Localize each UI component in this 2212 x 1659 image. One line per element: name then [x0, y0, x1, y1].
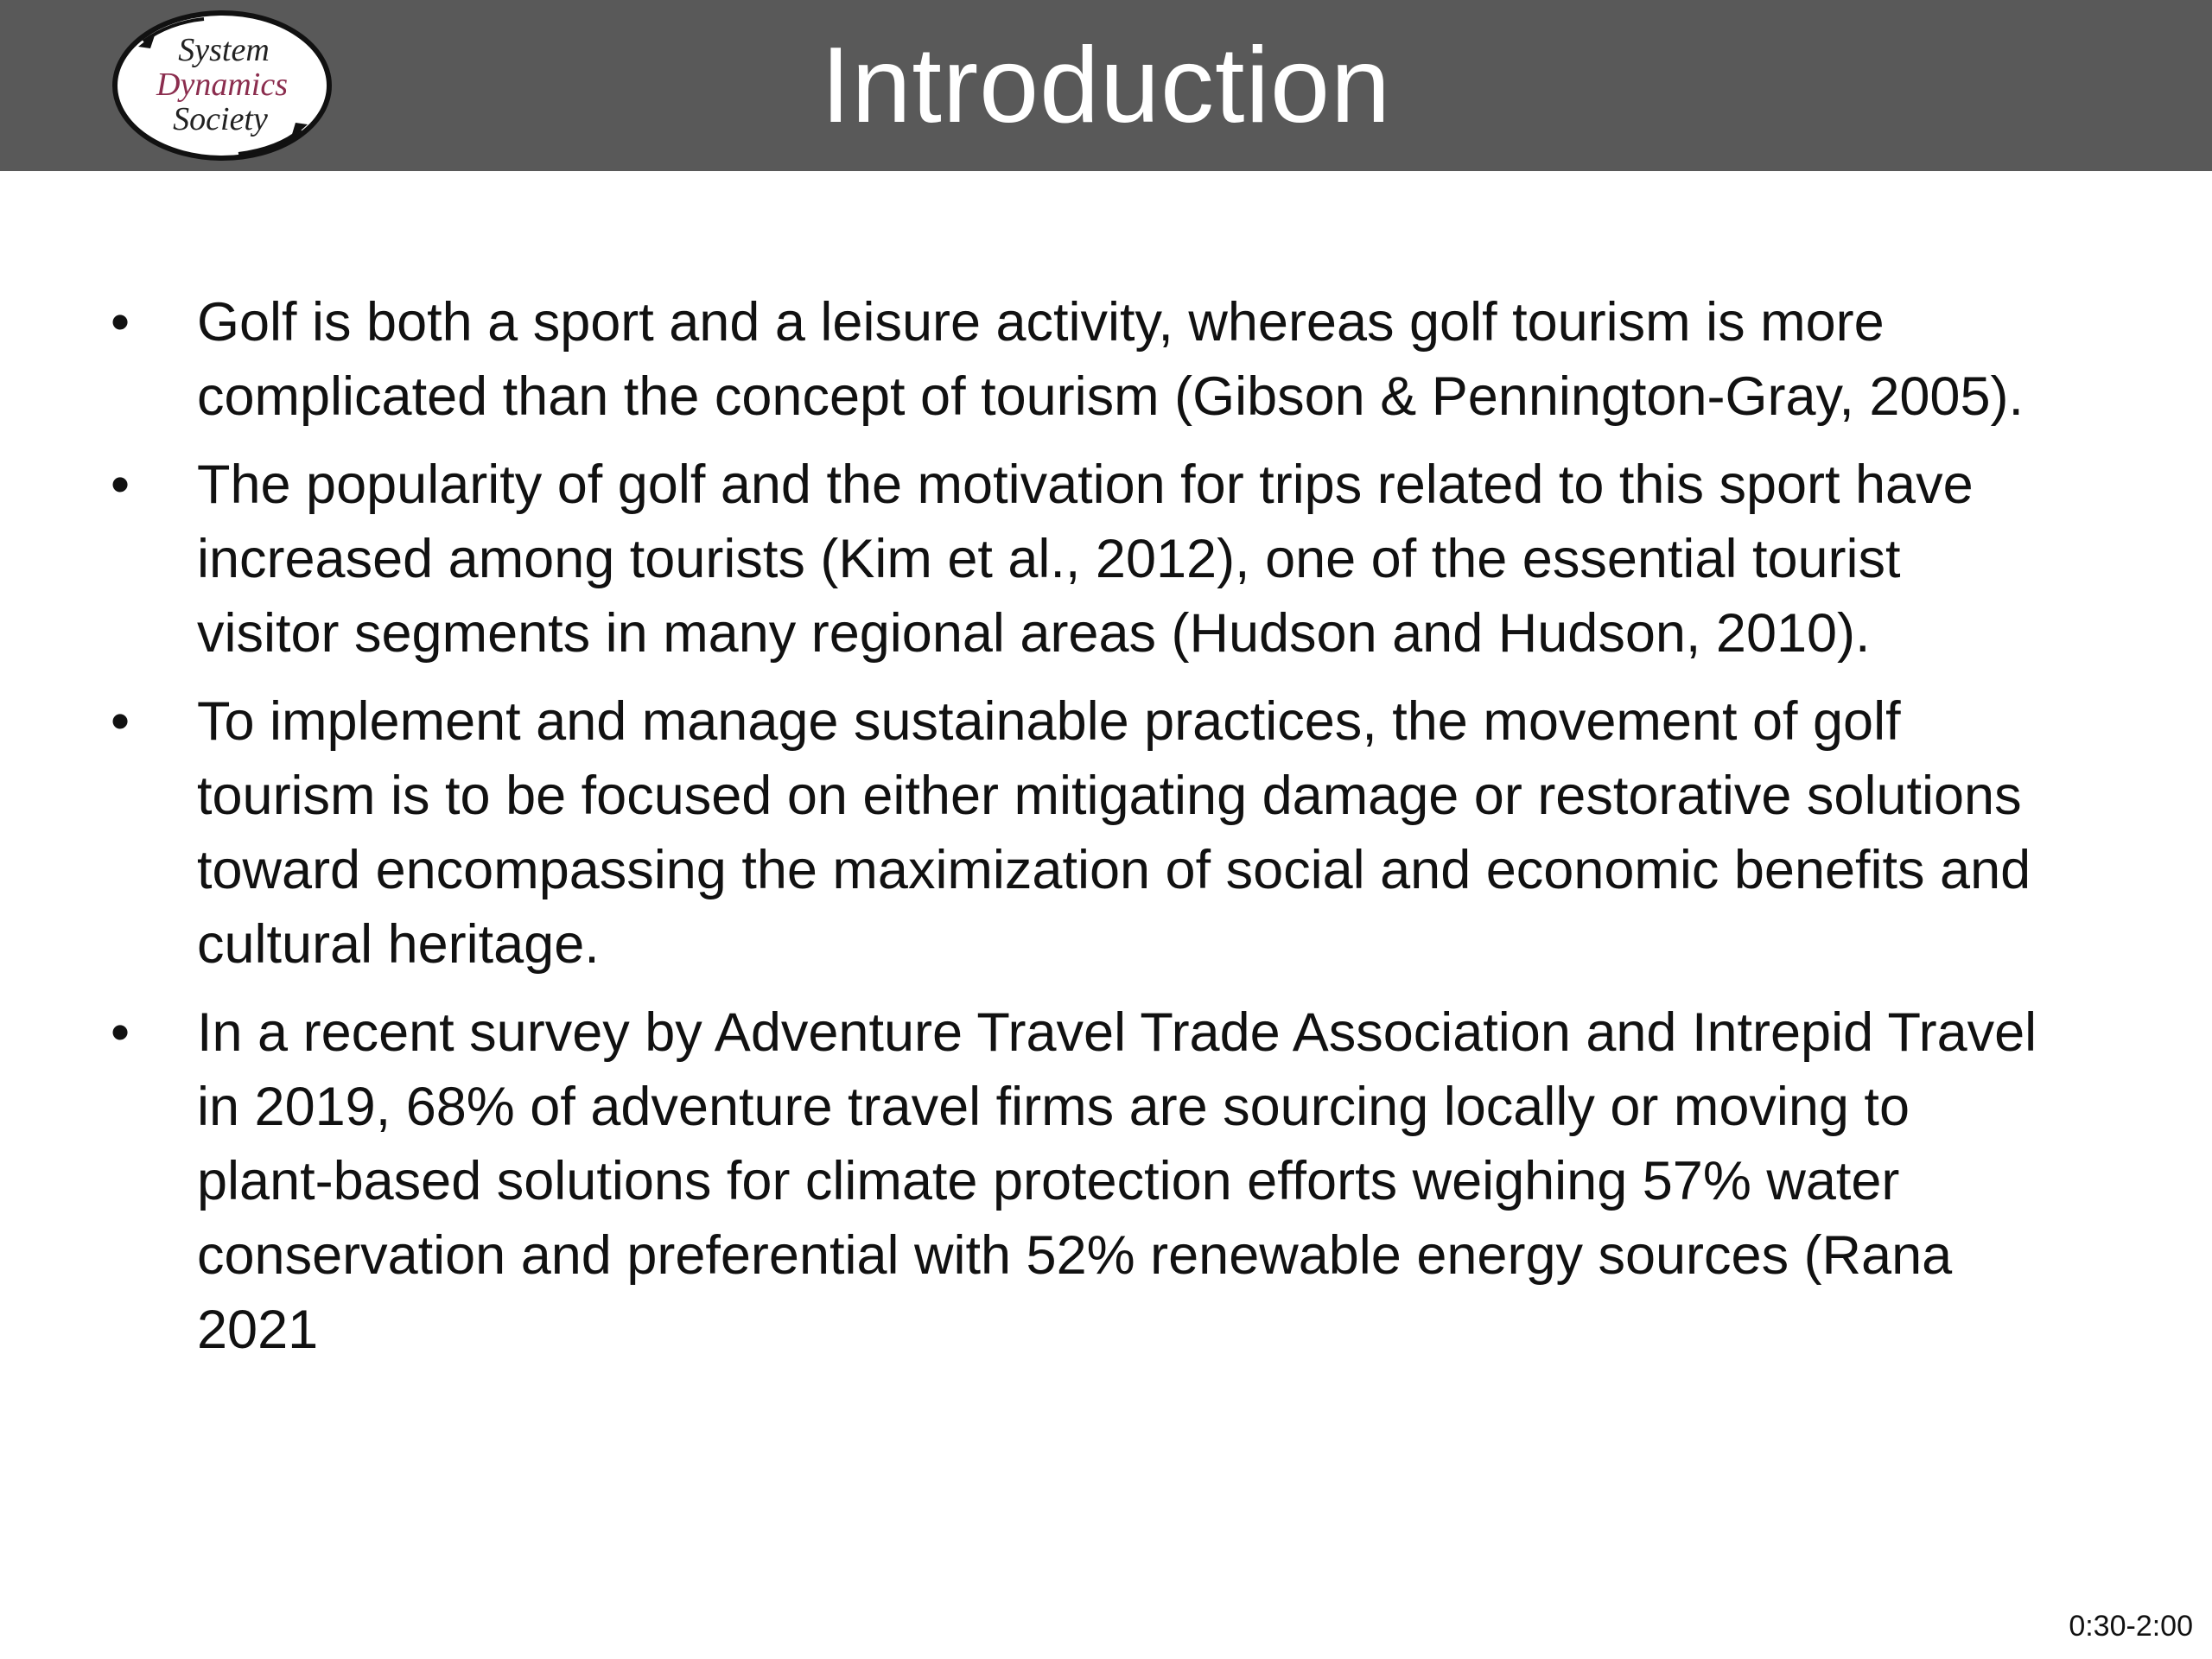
- logo-text-society: Society: [173, 101, 268, 137]
- bullet-text: The popularity of golf and the motivation for trips related to this sport have increased among tourists (Kim et al., 2012), one of the essential tourist visitor segments in many regional areas (Hudson and Hudson, 2010).: [197, 454, 1974, 664]
- bullet-item: [0, 448, 2037, 671]
- timecode-label: 0:30-2:00: [2069, 1610, 2193, 1643]
- slide-header: [0, 0, 2212, 171]
- bullet-text: Golf is both a sport and a leisure activity, whereas golf tourism is more complicated than the concept of tourism (Gibson & Pennington-Gray, 2005).: [197, 292, 2024, 427]
- bullet-list: [0, 285, 2212, 1381]
- bullet-text: In a recent survey by Adventure Travel Trade Association and Intrepid Travel in 2019, 68% of adventure travel firms are sourcing locally or moving to plant-based solutions for climate protection efforts weighing 57% water conservation and preferential with 52% renewable energy sources (Rana 2021: [197, 1002, 2037, 1360]
- bullet-dot: •: [111, 1002, 130, 1063]
- bullet-dot: •: [111, 454, 130, 515]
- bullet-dot: •: [111, 691, 130, 752]
- bullet-item: [0, 684, 2037, 982]
- logo-text-system: System: [178, 32, 270, 68]
- slide-title: Introduction: [821, 26, 1391, 145]
- bullet-item: [0, 285, 2037, 434]
- bullet-text: To implement and manage sustainable practices, the movement of golf tourism is to be focused on either mitigating damage or restorative solutions toward encompassing the maximization of social and economic benefits and cultural heritage.: [197, 691, 2031, 975]
- bullet-dot: •: [111, 292, 130, 353]
- logo-text-dynamics: Dynamics: [156, 67, 288, 103]
- bullet-item: [0, 995, 2037, 1367]
